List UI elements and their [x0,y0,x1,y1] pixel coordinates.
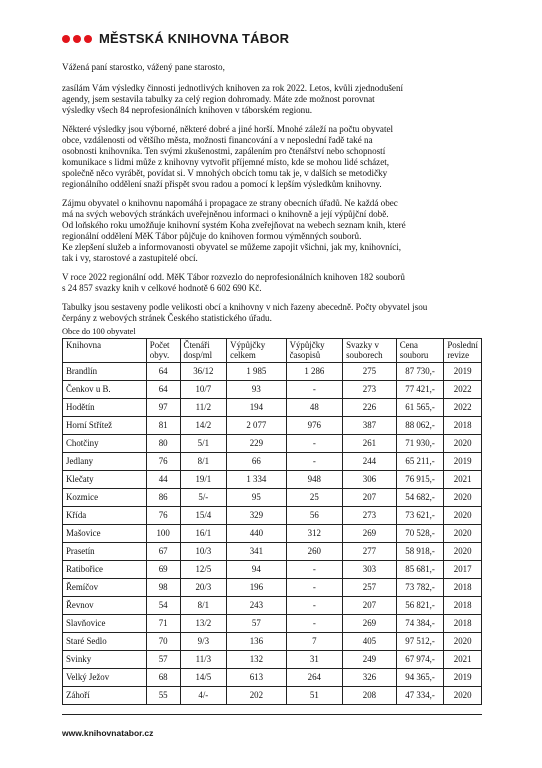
table-cell: 257 [343,579,397,597]
column-header: Knihovna [63,339,147,363]
table-header-row [63,339,482,363]
table-cell: 55 [146,687,180,705]
table-cell: 303 [343,561,397,579]
table-body [63,363,482,705]
table-row [63,525,482,543]
table-cell: 64 [146,381,180,399]
table-cell: 2019 [444,669,482,687]
table-cell: 2022 [444,399,482,417]
library-name-cell: Hodětín [63,399,147,417]
library-statistics-table [62,338,482,705]
paragraph-line: obce, vzdálenosti od většího města, možnosti financování a v neposlední řadě také na [62,135,373,145]
column-header: Svazky v souborech [343,339,397,363]
library-name-cell: Kozmice [63,489,147,507]
table-cell: 44 [146,471,180,489]
table-cell: 10/3 [180,543,227,561]
logo-dots [62,35,92,43]
letterhead [62,31,289,46]
table-cell: 1 985 [227,363,286,381]
table-cell: 64 [146,363,180,381]
table-cell: 269 [343,615,397,633]
table-cell: 2019 [444,363,482,381]
table-row [63,669,482,687]
table-cell: 93 [227,381,286,399]
table-cell: 341 [227,543,286,561]
table-cell: - [286,453,343,471]
table-cell: 277 [343,543,397,561]
library-name-cell: Prasetín [63,543,147,561]
column-header: Poslední revize [444,339,482,363]
library-name-cell: Řevnov [63,597,147,615]
table-cell: 70 [146,633,180,651]
table-cell: 15/4 [180,507,227,525]
table-cell: 57 [227,615,286,633]
table-cell: 74 384,- [396,615,444,633]
table-cell: 2021 [444,651,482,669]
table-cell: 275 [343,363,397,381]
table-cell: 48 [286,399,343,417]
table-cell: 73 782,- [396,579,444,597]
table-cell: 2020 [444,633,482,651]
table-cell: - [286,615,343,633]
table-cell: 66 [227,453,286,471]
library-name-cell: Jedlany [63,453,147,471]
column-header: Výpůjčky časopisů [286,339,343,363]
paragraph-intro [62,83,482,116]
table-cell: 2020 [444,435,482,453]
red-dot-icon [62,35,70,43]
table-cell: 73 621,- [396,507,444,525]
table-cell: 226 [343,399,397,417]
table-cell: 100 [146,525,180,543]
table-cell: 98 [146,579,180,597]
paragraph-line: osobnosti knihovníka. Ten svými zkušenostmi, zapálením pro čtenářství nebo schopností [62,146,386,156]
paragraph-line: výsledky všech 84 neprofesionálních knihoven v táborském regionu. [62,105,313,115]
table-cell: 2020 [444,489,482,507]
table-cell: 77 421,- [396,381,444,399]
table-cell: 8/1 [180,597,227,615]
table-cell: 202 [227,687,286,705]
table-cell: 273 [343,507,397,525]
table-cell: - [286,561,343,579]
table-cell: 2022 [444,381,482,399]
library-name-cell: Staré Sedlo [63,633,147,651]
table-cell: 70 528,- [396,525,444,543]
table-cell: 95 [227,489,286,507]
table-cell: 57 [146,651,180,669]
website-url: www.knihovnatabor.cz [62,728,154,738]
table-cell: 47 334,- [396,687,444,705]
table-cell: 76 [146,453,180,471]
table-cell: 249 [343,651,397,669]
paragraph-promotion [62,198,482,264]
table-row [63,381,482,399]
table-cell: 207 [343,489,397,507]
table-cell: 2020 [444,687,482,705]
table-cell: 2018 [444,417,482,435]
table-cell: 86 [146,489,180,507]
table-cell: 948 [286,471,343,489]
table-cell: 196 [227,579,286,597]
paragraph-line: V roce 2022 regionální odd. MěK Tábor rozvezlo do neprofesionálních knihoven 182 souborů [62,272,405,282]
table-row [63,687,482,705]
table-cell: 94 [227,561,286,579]
table-cell: 51 [286,687,343,705]
table-cell: 20/3 [180,579,227,597]
table-row [63,471,482,489]
table-cell: 2018 [444,579,482,597]
table-cell: 71 [146,615,180,633]
table-cell: 1 334 [227,471,286,489]
paragraph-line: s 24 857 svazky knih v celkové hodnotě 6 602 690 Kč. [62,283,262,293]
table-row [63,597,482,615]
table-row [63,435,482,453]
table-cell: 2 077 [227,417,286,435]
library-name-cell: Horní Střítež [63,417,147,435]
table-row [63,651,482,669]
table-cell: 243 [227,597,286,615]
table-cell: 132 [227,651,286,669]
table-cell: 69 [146,561,180,579]
column-header: Výpůjčky celkem [227,339,286,363]
red-dot-icon [84,35,92,43]
paragraph-line: Některé výsledky jsou výborné, některé dobré a jiné horší. Mnohé záleží na počtu obyvatel [62,124,394,134]
table-cell: 76 915,- [396,471,444,489]
table-cell: 208 [343,687,397,705]
paragraph-results [62,124,482,190]
table-cell: 11/3 [180,651,227,669]
paragraph-line: agendy, jsem sestavila tabulky za celý region dohromady. Máte zde možnost porovnat [62,94,375,104]
table-row [63,633,482,651]
paragraph-line: Od loňského roku umožňuje knihovní systém Koha zveřejňovat na webech seznam knih, které [62,220,406,230]
table-row [63,561,482,579]
table-cell: 306 [343,471,397,489]
paragraph-line: Ke zlepšení služeb a informovanosti obyvatel se můžeme zapojit všichni, jak my, knihovníci, [62,242,402,252]
table-cell: - [286,435,343,453]
paragraph-line: má na svých webových stránkách uveřejněnou informaci o knihovně a její výpůjční době. [62,209,389,219]
paragraph-statistics [62,272,482,294]
table-cell: 261 [343,435,397,453]
table-cell: 269 [343,525,397,543]
table-row [63,615,482,633]
library-name-cell: Slavňovice [63,615,147,633]
table-row [63,453,482,471]
letter-body [62,62,482,705]
paragraph-line: regionální oddělení MěK Tábor půjčuje do knihoven formou výměnných souborů. [62,231,362,241]
table-cell: 264 [286,669,343,687]
table-cell: 94 365,- [396,669,444,687]
table-cell: 2020 [444,525,482,543]
table-cell: 260 [286,543,343,561]
table-cell: 54 682,- [396,489,444,507]
paragraph-line: tak i vy, starostové a zastupitelé obcí. [62,253,198,263]
table-row [63,579,482,597]
table-cell: 2019 [444,453,482,471]
paragraph-line: Tabulky jsou sestaveny podle velikosti obcí a knihovny v nich řazeny abecedně. Počty obyvatel jsou [62,302,428,312]
paragraph-table-note [62,302,482,324]
library-name-cell: Záhoří [63,687,147,705]
table-cell: 14/5 [180,669,227,687]
library-name-cell: Křída [63,507,147,525]
paragraph-line: čerpány z webových stránek Českého statistického úřadu. [62,313,272,323]
library-name-cell: Chotčiny [63,435,147,453]
table-cell: 88 062,- [396,417,444,435]
table-cell: 31 [286,651,343,669]
table-cell: 194 [227,399,286,417]
table-cell: - [286,597,343,615]
table-cell: 2020 [444,507,482,525]
table-cell: 76 [146,507,180,525]
paragraph-line: zasílám Vám výsledky činnosti jednotlivých knihoven za rok 2022. Letos, kvůli zjednodušení [62,83,404,93]
table-cell: 81 [146,417,180,435]
table-cell: 25 [286,489,343,507]
table-cell: 2020 [444,543,482,561]
organization-name: MĚSTSKÁ KNIHOVNA TÁBOR [99,31,290,46]
table-cell: 65 211,- [396,453,444,471]
table-cell: 4/- [180,687,227,705]
library-name-cell: Ratibořice [63,561,147,579]
table-cell: 97 [146,399,180,417]
library-name-cell: Velký Ježov [63,669,147,687]
column-header: Cena souboru [396,339,444,363]
table-cell: 56 821,- [396,597,444,615]
library-name-cell: Čenkov u B. [63,381,147,399]
table-cell: 68 [146,669,180,687]
greeting: Vážená paní starostko, vážený pane starosto, [62,62,225,72]
library-name-cell: Brandlín [63,363,147,381]
table-cell: 613 [227,669,286,687]
table-cell: 440 [227,525,286,543]
table-row [63,489,482,507]
paragraph-line: společně něco vyrábět, povídat si. V mnohých obcích tomu tak je, v dalších se metodičky [62,168,388,178]
table-cell: 12/5 [180,561,227,579]
table-cell: 312 [286,525,343,543]
table-cell: 19/1 [180,471,227,489]
table-cell: 207 [343,597,397,615]
table-cell: 387 [343,417,397,435]
table-caption: Obce do 100 obyvatel [62,327,136,336]
table-row [63,417,482,435]
footer-divider [62,714,482,715]
table-cell: 11/2 [180,399,227,417]
table-cell: 1 286 [286,363,343,381]
table-cell: 54 [146,597,180,615]
table-cell: 56 [286,507,343,525]
table-cell: 2021 [444,471,482,489]
library-name-cell: Klečaty [63,471,147,489]
table-cell: 67 974,- [396,651,444,669]
table-cell: 244 [343,453,397,471]
table-cell: 58 918,- [396,543,444,561]
table-cell: 10/7 [180,381,227,399]
table-cell: 2018 [444,597,482,615]
table-cell: 61 565,- [396,399,444,417]
table-cell: 67 [146,543,180,561]
table-cell: 7 [286,633,343,651]
table-cell: 36/12 [180,363,227,381]
column-header: Čtenáři dosp/ml [180,339,227,363]
table-cell: 229 [227,435,286,453]
table-row [63,543,482,561]
red-dot-icon [73,35,81,43]
table-cell: 2017 [444,561,482,579]
table-cell: 71 930,- [396,435,444,453]
table-cell: 136 [227,633,286,651]
table-cell: 13/2 [180,615,227,633]
paragraph-line: komunikace s lidmi může z knihovny vytvořit příjemné místo, kde se mohou lidé scházet, [62,157,390,167]
table-cell: 85 681,- [396,561,444,579]
table-cell: 329 [227,507,286,525]
table-row [63,507,482,525]
library-name-cell: Svinky [63,651,147,669]
table-cell: 80 [146,435,180,453]
table-row [63,399,482,417]
table-cell: 9/3 [180,633,227,651]
table-cell: - [286,579,343,597]
paragraph-line: regionálního oddělení snaží přispět svou radou a pomocí k lepším výsledkům knihovny. [62,179,382,189]
table-cell: 5/- [180,489,227,507]
table-cell: 273 [343,381,397,399]
table-cell: 976 [286,417,343,435]
table-cell: 405 [343,633,397,651]
table-cell: 8/1 [180,453,227,471]
table-cell: - [286,381,343,399]
paragraph-line: Zájmu obyvatel o knihovnu napomáhá i propagace ze strany obecních úřadů. Ne každá obec [62,198,398,208]
library-name-cell: Mašovice [63,525,147,543]
library-name-cell: Řemíčov [63,579,147,597]
column-header: Počet obyv. [146,339,180,363]
table-cell: 326 [343,669,397,687]
table-cell: 5/1 [180,435,227,453]
table-cell: 97 512,- [396,633,444,651]
table-cell: 16/1 [180,525,227,543]
table-cell: 2018 [444,615,482,633]
table-cell: 14/2 [180,417,227,435]
table-row [63,363,482,381]
table-cell: 87 730,- [396,363,444,381]
